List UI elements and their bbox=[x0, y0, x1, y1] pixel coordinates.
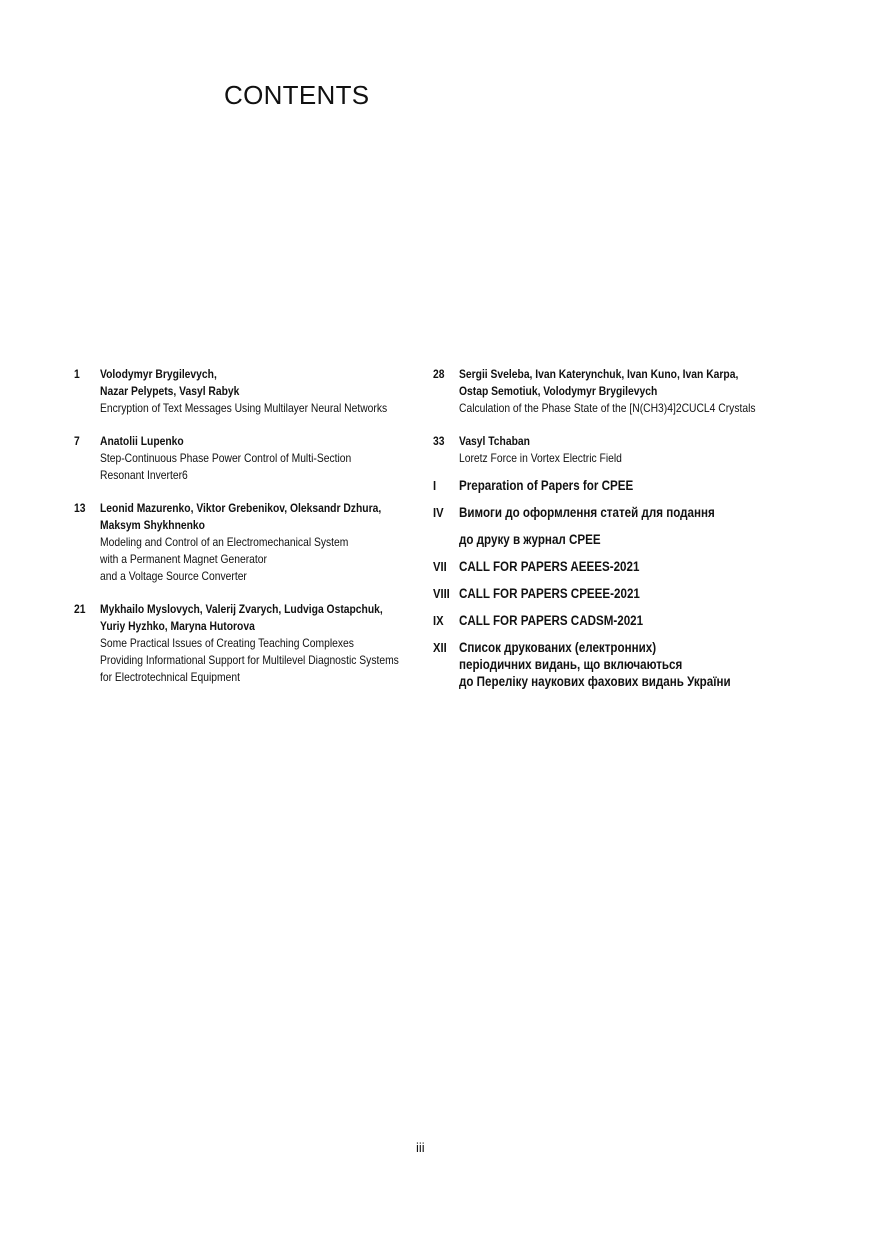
entry-page-number: 28 bbox=[433, 367, 445, 381]
entry-title: Some Practical Issues of Creating Teaching Complexes bbox=[100, 636, 354, 650]
section-title: до друку в журнал CPEE bbox=[459, 532, 601, 547]
section-title: CALL FOR PAPERS CADSM-2021 bbox=[459, 613, 644, 628]
entry-page-number: 33 bbox=[433, 434, 445, 448]
toc-section bbox=[433, 612, 773, 629]
section-page-number: VIII bbox=[433, 586, 450, 601]
entry-title: Providing Informational Support for Multilevel Diagnostic Systems bbox=[100, 653, 399, 667]
entry-authors: Ostap Semotiuk, Volodymyr Brygilevych bbox=[459, 384, 658, 398]
section-title: CALL FOR PAPERS AEEES-2021 bbox=[459, 559, 640, 574]
toc-section bbox=[433, 639, 773, 690]
entry-title: Calculation of the Phase State of the [N(CH3)4]2CUCL4 Crystals bbox=[459, 401, 756, 415]
toc-entry bbox=[433, 366, 773, 417]
entry-authors: Nazar Pelypets, Vasyl Rabyk bbox=[100, 384, 240, 398]
entry-authors: Leonid Mazurenko, Viktor Grebenikov, Oleksandr Dzhura, bbox=[100, 501, 382, 515]
entry-title: with a Permanent Magnet Generator bbox=[100, 552, 267, 566]
section-page-number: XII bbox=[433, 640, 447, 655]
page-title: CONTENTS bbox=[224, 80, 370, 110]
entry-title: Loretz Force in Vortex Electric Field bbox=[459, 451, 622, 465]
toc-entry bbox=[74, 433, 419, 484]
section-title: Вимоги до оформлення статей для подання bbox=[459, 505, 715, 520]
page-number: iii bbox=[416, 1140, 425, 1155]
toc-section bbox=[433, 558, 773, 575]
entry-title: and a Voltage Source Converter bbox=[100, 569, 247, 583]
entry-title: Encryption of Text Messages Using Multilayer Neural Networks bbox=[100, 401, 388, 415]
section-page-number: IV bbox=[433, 505, 444, 520]
contents-right-column bbox=[433, 366, 773, 700]
section-title: Preparation of Papers for CPEE bbox=[459, 478, 634, 493]
section-title: періодичних видань, що включаються bbox=[459, 657, 683, 672]
entry-title: for Electrotechnical Equipment bbox=[100, 670, 240, 684]
section-page-number: I bbox=[433, 478, 437, 493]
toc-section bbox=[433, 504, 773, 521]
entry-page-number: 21 bbox=[74, 602, 86, 616]
entry-authors: Mykhailo Myslovych, Valerij Zvarych, Ludviga Ostapchuk, bbox=[100, 602, 383, 616]
toc-section bbox=[433, 585, 773, 602]
section-page-number: VII bbox=[433, 559, 447, 574]
entry-title: Modeling and Control of an Electromechanical System bbox=[100, 535, 349, 549]
entry-authors: Maksym Shykhnenko bbox=[100, 518, 205, 532]
entry-title: Resonant Inverter6 bbox=[100, 468, 188, 482]
entry-authors: Yuriy Hyzhko, Maryna Hutorova bbox=[100, 619, 255, 633]
entry-authors: Sergii Sveleba, Ivan Katerynchuk, Ivan Kuno, Ivan Karpa, bbox=[459, 367, 739, 381]
entry-authors: Vasyl Tchaban bbox=[459, 434, 530, 448]
toc-entry bbox=[74, 500, 419, 585]
section-title: CALL FOR PAPERS CPEEE-2021 bbox=[459, 586, 640, 601]
toc-entry bbox=[74, 366, 419, 417]
entry-authors: Volodymyr Brygilevych, bbox=[100, 367, 217, 381]
entry-page-number: 7 bbox=[74, 434, 80, 448]
entry-page-number: 13 bbox=[74, 501, 86, 515]
section-title: до Переліку наукових фахових видань України bbox=[459, 674, 731, 689]
section-title: Список друкованих (електронних) bbox=[459, 640, 657, 655]
entry-page-number: 1 bbox=[74, 367, 80, 381]
toc-section bbox=[433, 531, 773, 548]
toc-entry bbox=[433, 433, 773, 467]
contents-left-column bbox=[74, 366, 419, 702]
entry-title: Step-Continuous Phase Power Control of Multi-Section bbox=[100, 451, 352, 465]
toc-section bbox=[433, 477, 773, 494]
entry-authors: Anatolii Lupenko bbox=[100, 434, 184, 448]
toc-entry bbox=[74, 601, 419, 686]
section-page-number: IX bbox=[433, 613, 444, 628]
